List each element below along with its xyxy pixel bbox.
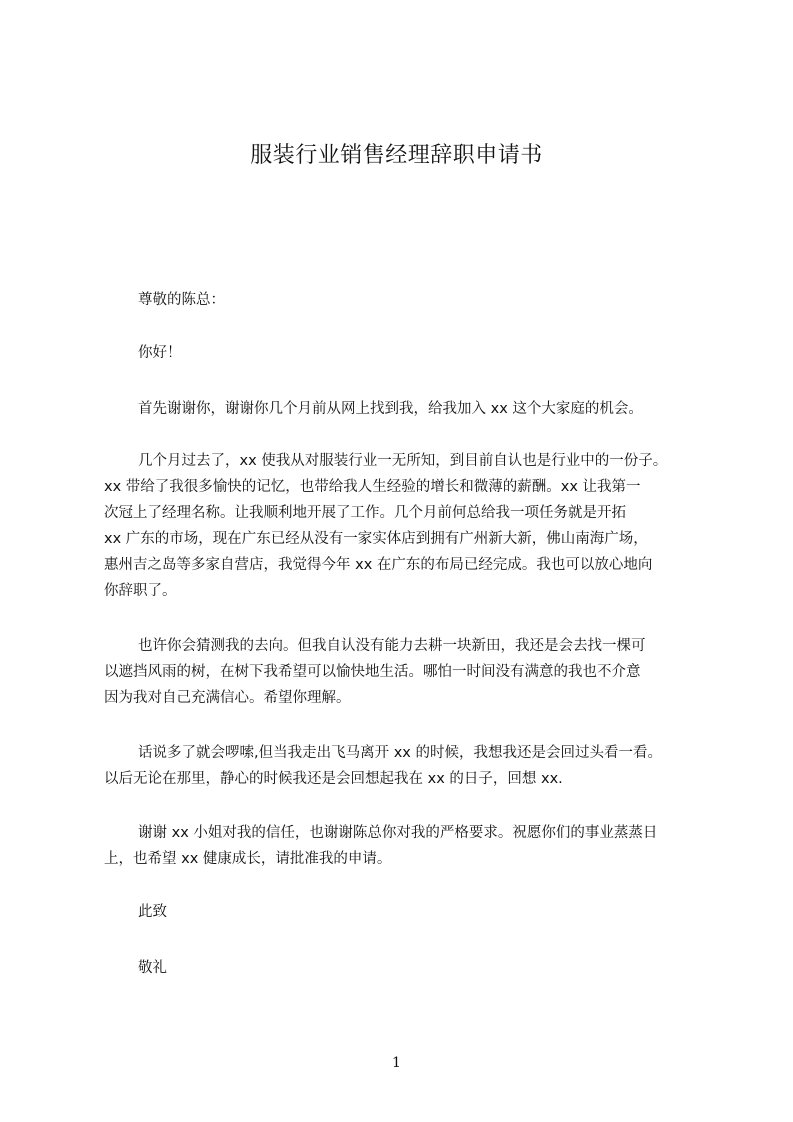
paragraph-line: 你辞职了。 (104, 583, 177, 599)
document-title: 服装行业销售经理辞职申请书 (250, 143, 543, 168)
paragraph-5 (104, 820, 726, 872)
paragraph-line: 以遮挡风雨的树，在树下我希望可以愉快地生活。哪怕一时间没有满意的我也不介意 (104, 664, 641, 680)
page-number: 1 (392, 1055, 401, 1071)
paragraph-1 (104, 396, 726, 422)
hello-line: 你好！ (138, 345, 182, 361)
hello (104, 340, 726, 366)
paragraph-line: xx 带给了我很多愉快的记忆，也带给我人生经验的增长和微薄的薪酬。xx 让我第一 (104, 479, 641, 495)
paragraph-line: 惠州吉之岛等多家自营店，我觉得今年 xx 在广东的布局已经完成。我也可以放心地向 (104, 557, 653, 573)
paragraph-line: 几个月过去了，xx 使我从对服装行业一无所知，到目前自认也是行业中的一份子。 (138, 453, 668, 469)
closing-line: 此致 (138, 904, 167, 920)
closing-jingli (104, 955, 726, 981)
paragraph-3 (104, 633, 726, 711)
paragraph-2 (104, 448, 726, 604)
paragraph-line: xx 广东的市场，现在广东已经从没有一家实体店到拥有广州新大新，佛山南海广场， (104, 531, 648, 547)
paragraph-line: 上，也希望 xx 健康成长，请批准我的申请。 (104, 851, 392, 867)
paragraph-line: 也许你会猜测我的去向。但我自认没有能力去耕一块新田，我还是会去找一棵可 (138, 638, 646, 654)
paragraph-line: 谢谢 xx 小姐对我的信任，也谢谢陈总你对我的严格要求。祝愿你们的事业蒸蒸日 (138, 825, 658, 841)
paragraph-line: 以后无论在那里，静心的时候我还是会回想起我在 xx 的日子，回想 xx. (104, 771, 563, 787)
paragraph-line: 次冠上了经理名称。让我顺利地开展了工作。几个月前何总给我一项任务就是开拓 (104, 505, 626, 521)
paragraph-line: 因为我对自己充满信心。希望你理解。 (104, 690, 351, 706)
greeting-line: 尊敬的陈总： (138, 292, 225, 308)
closing-line: 敬礼 (138, 960, 167, 976)
paragraph-line: 首先谢谢你，谢谢你几个月前从网上找到我，给我加入 xx 这个大家庭的机会。 (138, 401, 643, 417)
paragraph-4 (104, 740, 726, 792)
paragraph-line: 话说多了就会啰嗦,但当我走出飞马离开 xx 的时候，我想我还是会回过头看一看。 (138, 745, 662, 761)
closing-cizhi (104, 899, 726, 925)
greeting (104, 287, 726, 313)
